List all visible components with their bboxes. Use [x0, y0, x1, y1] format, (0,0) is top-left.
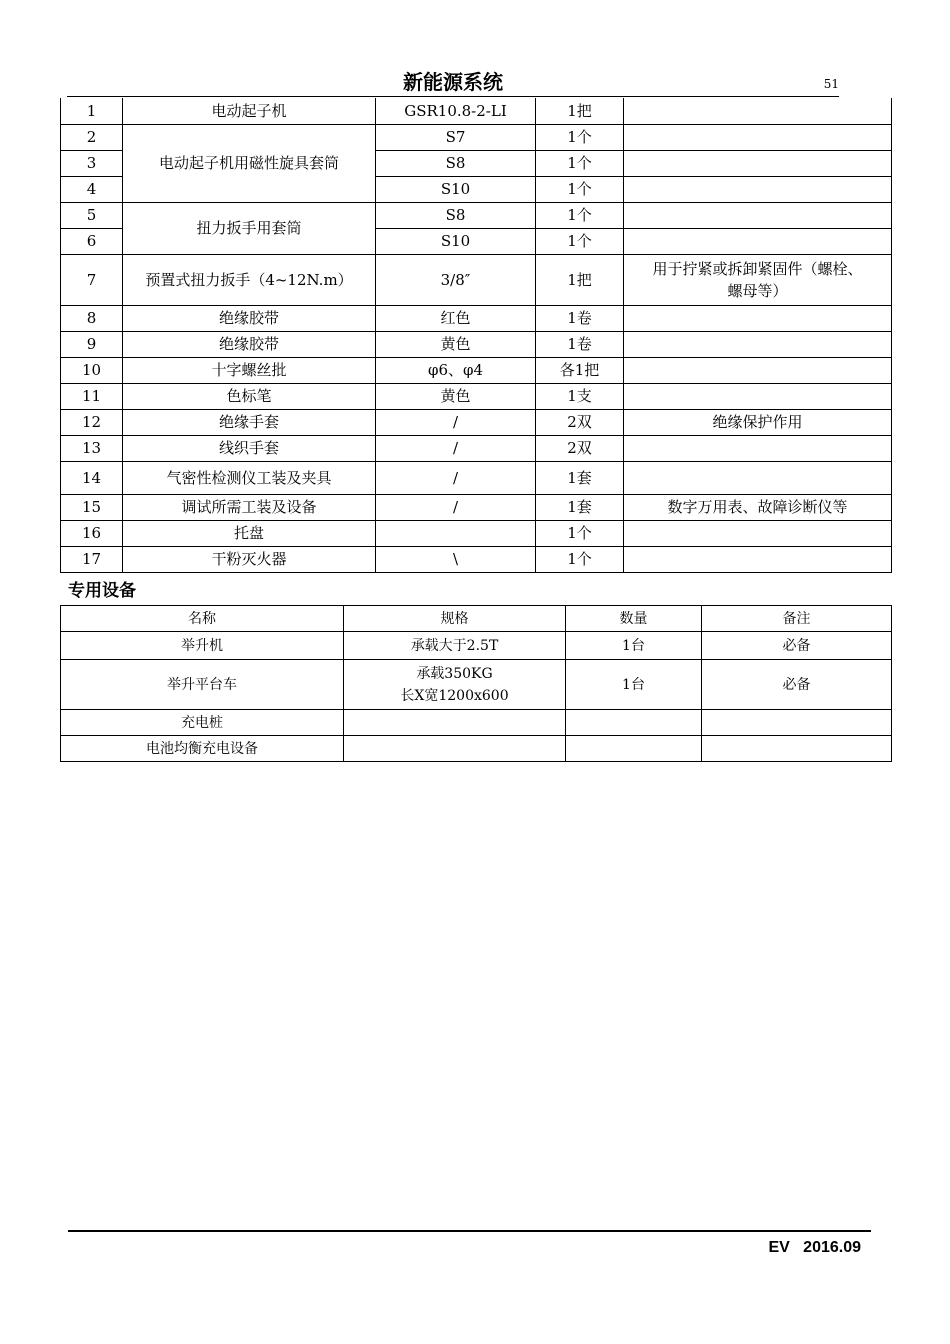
item-spec: S8: [376, 202, 536, 228]
row-number: 8: [61, 305, 123, 331]
row-number: 9: [61, 331, 123, 357]
row-number: 10: [61, 357, 123, 383]
tools-table: [60, 98, 892, 573]
item-qty: 2双: [536, 409, 624, 435]
column-header-name: 名称: [61, 606, 344, 632]
item-name: 预置式扭力扳手（4~12N.m）: [123, 254, 376, 305]
item-qty: 1套: [536, 461, 624, 494]
item-spec: [376, 520, 536, 546]
row-number: 2: [61, 124, 123, 150]
row-number: 1: [61, 98, 123, 124]
equipment-note: [702, 736, 892, 762]
equipment-name: 电池均衡充电设备: [61, 736, 344, 762]
item-qty: 2双: [536, 435, 624, 461]
note-line: 螺母等）: [727, 281, 788, 300]
item-spec: S10: [376, 176, 536, 202]
item-qty: 1卷: [536, 305, 624, 331]
table-row: [61, 710, 892, 736]
table-row: [61, 254, 892, 305]
page-title: 新能源系统: [403, 70, 503, 94]
item-qty: 1个: [536, 150, 624, 176]
column-header-spec: 规格: [344, 606, 566, 632]
item-note: [624, 176, 892, 202]
spec-line: 承载350KG: [416, 665, 493, 682]
column-header-note: 备注: [702, 606, 892, 632]
item-spec: /: [376, 409, 536, 435]
item-qty: 1个: [536, 520, 624, 546]
item-name: 干粉灭火器: [123, 546, 376, 572]
equipment-spec: [344, 736, 566, 762]
page-header: [67, 68, 839, 97]
equipment-spec: [344, 660, 566, 710]
item-name: 调试所需工装及设备: [123, 494, 376, 520]
item-qty: 1套: [536, 494, 624, 520]
row-number: 15: [61, 494, 123, 520]
item-name: 线织手套: [123, 435, 376, 461]
item-note: [624, 383, 892, 409]
item-name: 绝缘胶带: [123, 331, 376, 357]
item-spec: /: [376, 435, 536, 461]
item-qty: 1把: [536, 98, 624, 124]
item-note: [624, 331, 892, 357]
item-note: [624, 546, 892, 572]
equipment-spec: 承载大于2.5T: [344, 632, 566, 660]
item-spec: \: [376, 546, 536, 572]
table-row: [61, 124, 892, 150]
item-note: 数字万用表、故障诊断仪等: [624, 494, 892, 520]
footer-label: EV 2016.09: [768, 1239, 861, 1256]
item-name: 十字螺丝批: [123, 357, 376, 383]
table-row: [61, 660, 892, 710]
item-note: [624, 228, 892, 254]
item-note: [624, 357, 892, 383]
item-spec: 红色: [376, 305, 536, 331]
page-number: 51: [823, 77, 839, 91]
table-row: [61, 357, 892, 383]
table-row: [61, 331, 892, 357]
special-equipment-table: [60, 605, 892, 762]
item-name: 气密性检测仪工装及夹具: [123, 461, 376, 494]
table-row: [61, 632, 892, 660]
item-note: [624, 305, 892, 331]
item-qty: 1个: [536, 546, 624, 572]
table-row: [61, 461, 892, 494]
item-name: 扭力扳手用套筒: [123, 202, 376, 254]
item-spec: /: [376, 461, 536, 494]
item-spec: φ6、φ4: [376, 357, 536, 383]
item-qty: 1个: [536, 228, 624, 254]
table-row: [61, 98, 892, 124]
spec-line: 长X宽1200x600: [400, 687, 509, 704]
equipment-qty: [566, 710, 702, 736]
equipment-name: 举升平台车: [61, 660, 344, 710]
item-note: [624, 150, 892, 176]
item-qty: 1个: [536, 176, 624, 202]
item-qty: 1把: [536, 254, 624, 305]
item-name: 色标笔: [123, 383, 376, 409]
item-qty: 1个: [536, 124, 624, 150]
item-note: [624, 435, 892, 461]
equipment-qty: [566, 736, 702, 762]
item-note: 绝缘保护作用: [624, 409, 892, 435]
equipment-note: 必备: [702, 632, 892, 660]
item-note: [624, 98, 892, 124]
table-row: [61, 494, 892, 520]
item-name: 电动起子机用磁性旋具套筒: [123, 124, 376, 202]
row-number: 5: [61, 202, 123, 228]
page-footer: [68, 1230, 871, 1256]
row-number: 4: [61, 176, 123, 202]
equipment-name: 举升机: [61, 632, 344, 660]
table-header-row: [61, 606, 892, 632]
table-row: [61, 409, 892, 435]
row-number: 12: [61, 409, 123, 435]
section-heading-special-equipment: 专用设备: [68, 581, 136, 601]
table-row: [61, 383, 892, 409]
item-spec: S7: [376, 124, 536, 150]
table-row: [61, 435, 892, 461]
row-number: 3: [61, 150, 123, 176]
item-qty: 1支: [536, 383, 624, 409]
table-row: [61, 736, 892, 762]
equipment-name: 充电桩: [61, 710, 344, 736]
item-qty: 1卷: [536, 331, 624, 357]
row-number: 14: [61, 461, 123, 494]
row-number: 17: [61, 546, 123, 572]
item-note: [624, 254, 892, 305]
row-number: 13: [61, 435, 123, 461]
table-row: [61, 305, 892, 331]
table-row: [61, 202, 892, 228]
row-number: 6: [61, 228, 123, 254]
equipment-spec: [344, 710, 566, 736]
item-note: [624, 461, 892, 494]
item-qty: 各1把: [536, 357, 624, 383]
item-name: 绝缘胶带: [123, 305, 376, 331]
equipment-note: [702, 710, 892, 736]
item-note: [624, 202, 892, 228]
item-spec: 黄色: [376, 331, 536, 357]
item-qty: 1个: [536, 202, 624, 228]
item-name: 电动起子机: [123, 98, 376, 124]
item-name: 托盘: [123, 520, 376, 546]
item-spec: S10: [376, 228, 536, 254]
equipment-qty: 1台: [566, 660, 702, 710]
table-row: [61, 546, 892, 572]
item-note: [624, 520, 892, 546]
item-spec: /: [376, 494, 536, 520]
item-name: 绝缘手套: [123, 409, 376, 435]
item-spec: S8: [376, 150, 536, 176]
row-number: 11: [61, 383, 123, 409]
equipment-note: 必备: [702, 660, 892, 710]
item-spec: 3/8″: [376, 254, 536, 305]
item-spec: 黄色: [376, 383, 536, 409]
table-row: [61, 520, 892, 546]
note-line: 用于拧紧或拆卸紧固件（螺栓、: [652, 259, 863, 278]
item-note: [624, 124, 892, 150]
item-spec: GSR10.8-2-LI: [376, 98, 536, 124]
row-number: 7: [61, 254, 123, 305]
column-header-qty: 数量: [566, 606, 702, 632]
equipment-qty: 1台: [566, 632, 702, 660]
row-number: 16: [61, 520, 123, 546]
